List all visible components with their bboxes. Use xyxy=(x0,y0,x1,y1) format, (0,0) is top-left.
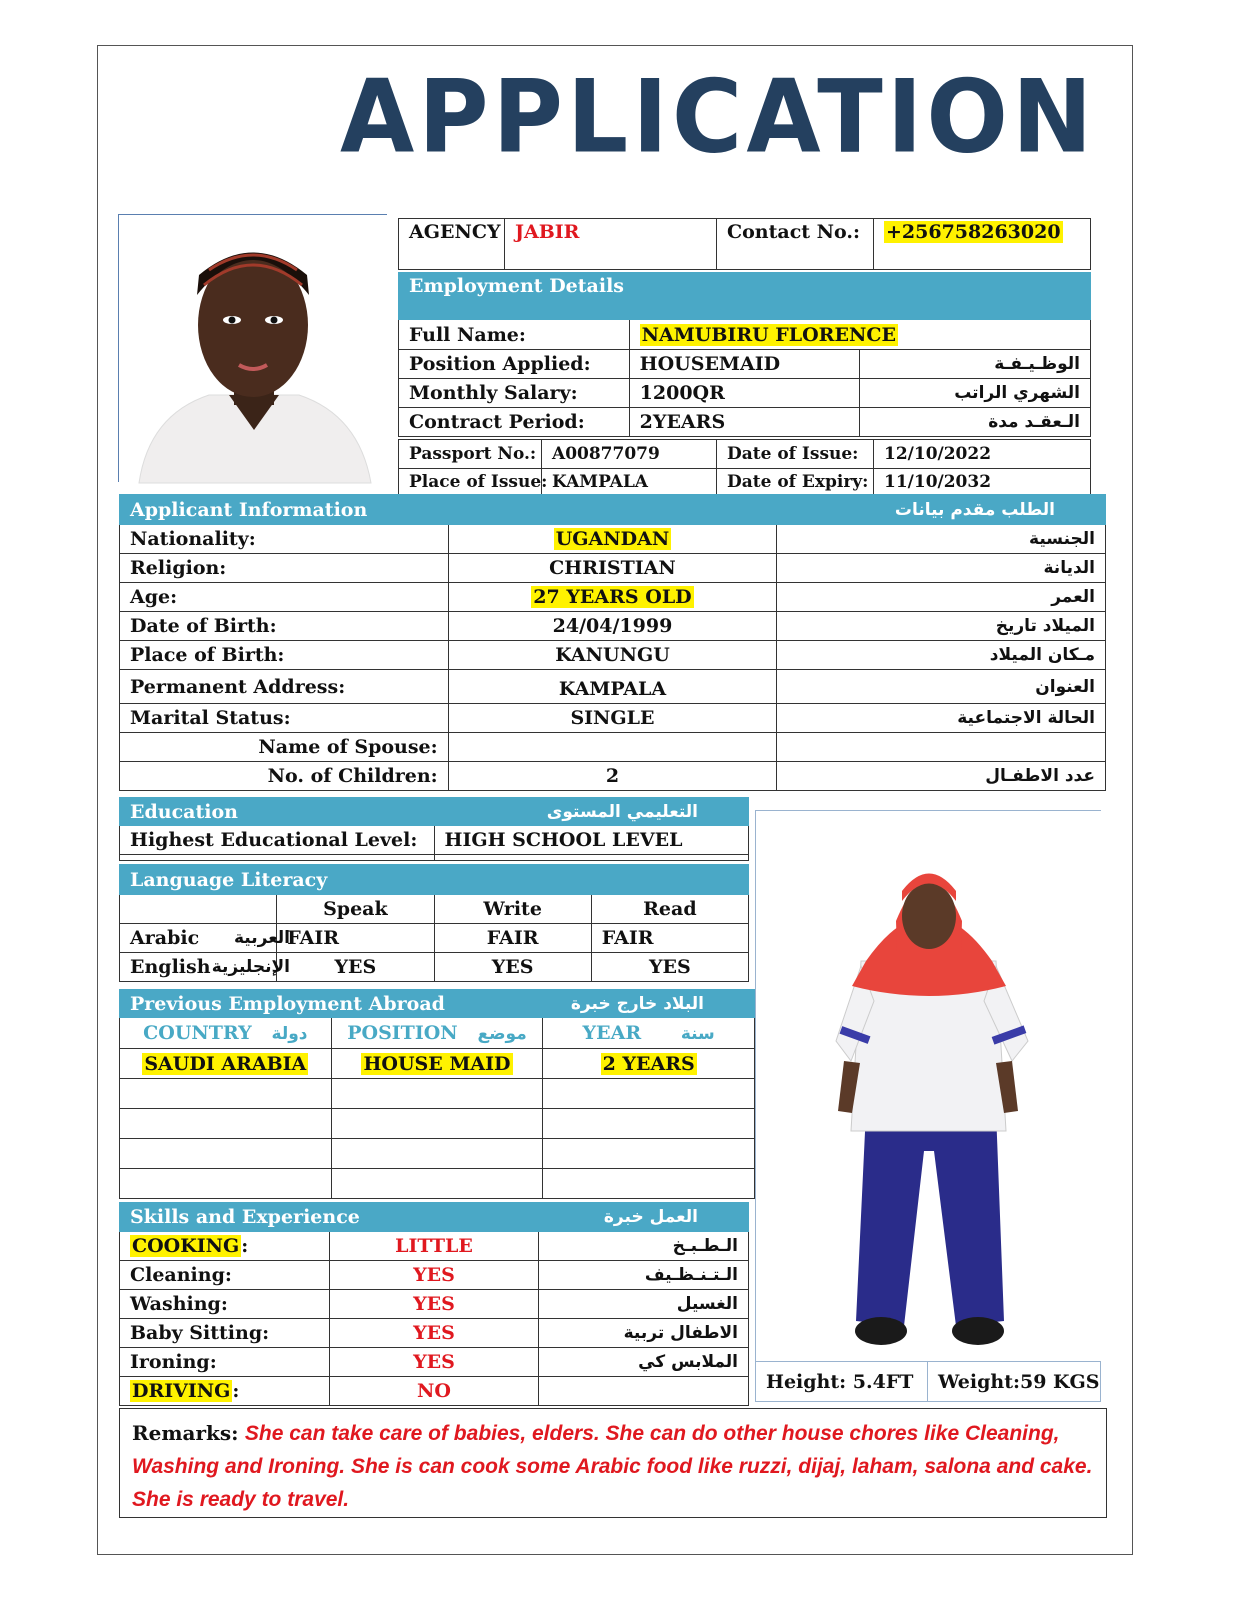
nationality-ar: الجنسية xyxy=(777,525,1106,554)
address-ar: العنوان xyxy=(777,670,1106,704)
skills-header: Skills and Experience xyxy=(130,1206,360,1228)
table-row xyxy=(120,1079,755,1109)
position-label: Position Applied: xyxy=(399,350,630,379)
salary-ar: الشهري الراتب xyxy=(860,379,1091,408)
children-value: 2 xyxy=(448,762,777,791)
skills-table: Skills and Experience العمل خبرة COOKING : LITTLE الـطـبـخ Cleaning: YES الـتـنـظـيف Washing: YES الغسيل Baby Sitting: YES الاطفال تربية Ironing: YES الملابس كي DRIVING : NO xyxy=(119,1202,749,1406)
agency-value: JABIR xyxy=(505,219,717,270)
full-body-photo xyxy=(755,810,1101,1361)
height-value: Height: 5.4FT xyxy=(756,1362,928,1402)
marital-label: Marital Status: xyxy=(120,704,449,733)
skill-washing-label: Washing xyxy=(130,1293,221,1315)
issue-date-value: 12/10/2022 xyxy=(874,440,1091,469)
col-position: POSITION xyxy=(347,1022,458,1044)
dob-value: 24/04/1999 xyxy=(448,612,777,641)
language-header: Language Literacy xyxy=(120,865,749,895)
skill-ironing-value: YES xyxy=(329,1348,539,1377)
issue-place-value: KAMPALA xyxy=(542,469,717,495)
agency-table xyxy=(398,218,1091,270)
lang-arabic-ar: العربية xyxy=(233,928,290,948)
lang-english-ar: الإنجليزية xyxy=(211,957,290,977)
spouse-label: Name of Spouse: xyxy=(120,733,449,762)
nationality-label: Nationality: xyxy=(120,525,449,554)
spouse-ar xyxy=(777,733,1106,762)
skill-cleaning-value: YES xyxy=(329,1261,539,1290)
col-write: Write xyxy=(434,895,591,924)
education-label: Highest Educational Level: xyxy=(120,826,435,855)
dob-label: Date of Birth: xyxy=(120,612,449,641)
skill-driving-label: DRIVING xyxy=(132,1380,231,1402)
passport-no-value: A00877079 xyxy=(542,440,717,469)
education-value: HIGH SCHOOL LEVEL xyxy=(434,826,749,855)
prev-position: HOUSE MAID xyxy=(363,1052,511,1075)
birthplace-ar: مـكان الميلاد xyxy=(777,641,1106,670)
skill-cooking-value: LITTLE xyxy=(329,1232,539,1261)
skill-babysitting-label: Baby Sitting xyxy=(130,1322,263,1344)
expiry-date-value: 11/10/2032 xyxy=(874,469,1091,495)
contract-ar: الـعقـد مدة xyxy=(860,408,1091,437)
remarks-label: Remarks xyxy=(132,1421,232,1445)
spouse-value xyxy=(448,733,777,762)
skill-cleaning-label: Cleaning xyxy=(130,1264,225,1286)
skill-washing-ar: الغسيل xyxy=(539,1290,749,1319)
position-ar: الوظـيـفـة xyxy=(860,350,1091,379)
skill-ironing-ar: الملابس كي xyxy=(539,1348,749,1377)
issue-date-label: Date of Issue: xyxy=(717,440,874,469)
previous-header: Previous Employment Abroad xyxy=(130,992,445,1015)
education-table xyxy=(119,797,749,861)
employment-header: Employment Details xyxy=(399,273,1091,320)
education-header: Education xyxy=(130,800,238,823)
full-name-value: NAMUBIRU FLORENCE xyxy=(641,323,896,346)
birthplace-value: KANUNGU xyxy=(448,641,777,670)
col-country-ar: دولة xyxy=(271,1024,308,1044)
age-value: 27 YEARS OLD xyxy=(533,586,692,608)
employment-table xyxy=(398,272,1091,437)
skill-washing-value: YES xyxy=(329,1290,539,1319)
table-row xyxy=(120,1139,755,1169)
religion-ar: الديانة xyxy=(777,554,1106,583)
applicant-header: Applicant Information xyxy=(130,498,368,521)
passport-table xyxy=(398,439,1091,495)
children-label: No. of Children: xyxy=(120,762,449,791)
prev-country: SAUDI ARABIA xyxy=(144,1052,307,1075)
col-speak: Speak xyxy=(277,895,434,924)
arabic-write: FAIR xyxy=(434,924,591,953)
contract-value: 2YEARS xyxy=(629,408,860,437)
expiry-date-label: Date of Expiry: xyxy=(717,469,874,495)
contract-label: Contract Period: xyxy=(399,408,630,437)
table-row xyxy=(120,1109,755,1139)
passport-no-label: Passport No.: xyxy=(399,440,542,469)
skill-driving-value: NO xyxy=(329,1377,539,1406)
contact-value: +256758263020 xyxy=(886,221,1061,243)
english-speak: YES xyxy=(277,953,434,982)
language-table xyxy=(119,864,749,982)
dob-ar: الميلاد تاريخ xyxy=(777,612,1106,641)
remarks-box: Remarks: She can take care of babies, elders. She can do other house chores like Cleaning, Washing and Ironing. She is can cook some Arabic food like ruzzi, dijaj, laham, salona and cake. She is ready to travel. xyxy=(119,1408,1107,1518)
address-value: KAMPALA xyxy=(448,670,777,704)
education-header-ar: التعليمي المستوى xyxy=(546,801,698,822)
children-ar: عدد الاطفـال xyxy=(777,762,1106,791)
prev-year: 2 YEARS xyxy=(602,1052,695,1075)
skill-cleaning-ar: الـتـنـظـيف xyxy=(539,1261,749,1290)
issue-place-label: Place of Issue: xyxy=(399,469,542,495)
page-title: APPLICATION xyxy=(340,58,1097,176)
full-name-label: Full Name: xyxy=(399,320,630,350)
applicant-header-ar: الطلب مقدم بيانات xyxy=(894,499,1055,520)
age-ar: العمر xyxy=(777,583,1106,612)
skill-driving-ar xyxy=(539,1377,749,1406)
remarks-text: She can take care of babies, elders. She can do other house chores like Cleaning, Washing and Ironing. She is can cook some Arabic food like ruzzi, dijaj, laham, salona and cake. She is ready to travel. xyxy=(132,1422,1093,1511)
agency-label: AGENCY xyxy=(399,219,505,270)
previous-header-ar: البلاد خارج خبرة xyxy=(570,993,704,1014)
salary-value: 1200QR xyxy=(629,379,860,408)
previous-employment-table xyxy=(119,989,755,1199)
applicant-table xyxy=(119,494,1106,791)
weight-value: Weight:59 KGS xyxy=(928,1362,1101,1402)
salary-label: Monthly Salary: xyxy=(399,379,630,408)
skill-babysitting-ar: الاطفال تربية xyxy=(539,1319,749,1348)
lang-arabic: Arabic xyxy=(130,927,200,949)
col-read: Read xyxy=(591,895,748,924)
skill-babysitting-value: YES xyxy=(329,1319,539,1348)
age-label: Age: xyxy=(120,583,449,612)
skill-ironing-label: Ironing xyxy=(130,1351,210,1373)
table-row xyxy=(120,1169,755,1199)
portrait-photo xyxy=(118,214,387,482)
arabic-speak: FAIR xyxy=(277,924,434,953)
english-read: YES xyxy=(591,953,748,982)
skill-cooking-ar: الـطـبـخ xyxy=(539,1232,749,1261)
nationality-value: UGANDAN xyxy=(555,528,670,550)
marital-value: SINGLE xyxy=(448,704,777,733)
col-position-ar: موضع xyxy=(477,1024,527,1044)
religion-value: CHRISTIAN xyxy=(448,554,777,583)
position-value: HOUSEMAID xyxy=(629,350,860,379)
col-year: YEAR xyxy=(582,1022,642,1044)
col-year-ar: سنة xyxy=(680,1024,715,1044)
skill-cooking-label: COOKING xyxy=(132,1235,240,1257)
english-write: YES xyxy=(434,953,591,982)
skills-header-ar: العمل خبرة xyxy=(603,1207,698,1227)
arabic-read: FAIR xyxy=(591,924,748,953)
contact-label: Contact No.: xyxy=(717,219,874,270)
religion-label: Religion: xyxy=(120,554,449,583)
lang-english: English xyxy=(130,956,211,978)
address-label: Permanent Address: xyxy=(120,670,449,704)
col-country: COUNTRY xyxy=(143,1022,252,1044)
birthplace-label: Place of Birth: xyxy=(120,641,449,670)
measurements-table xyxy=(755,1361,1101,1402)
marital-ar: الحالة الاجتماعية xyxy=(777,704,1106,733)
